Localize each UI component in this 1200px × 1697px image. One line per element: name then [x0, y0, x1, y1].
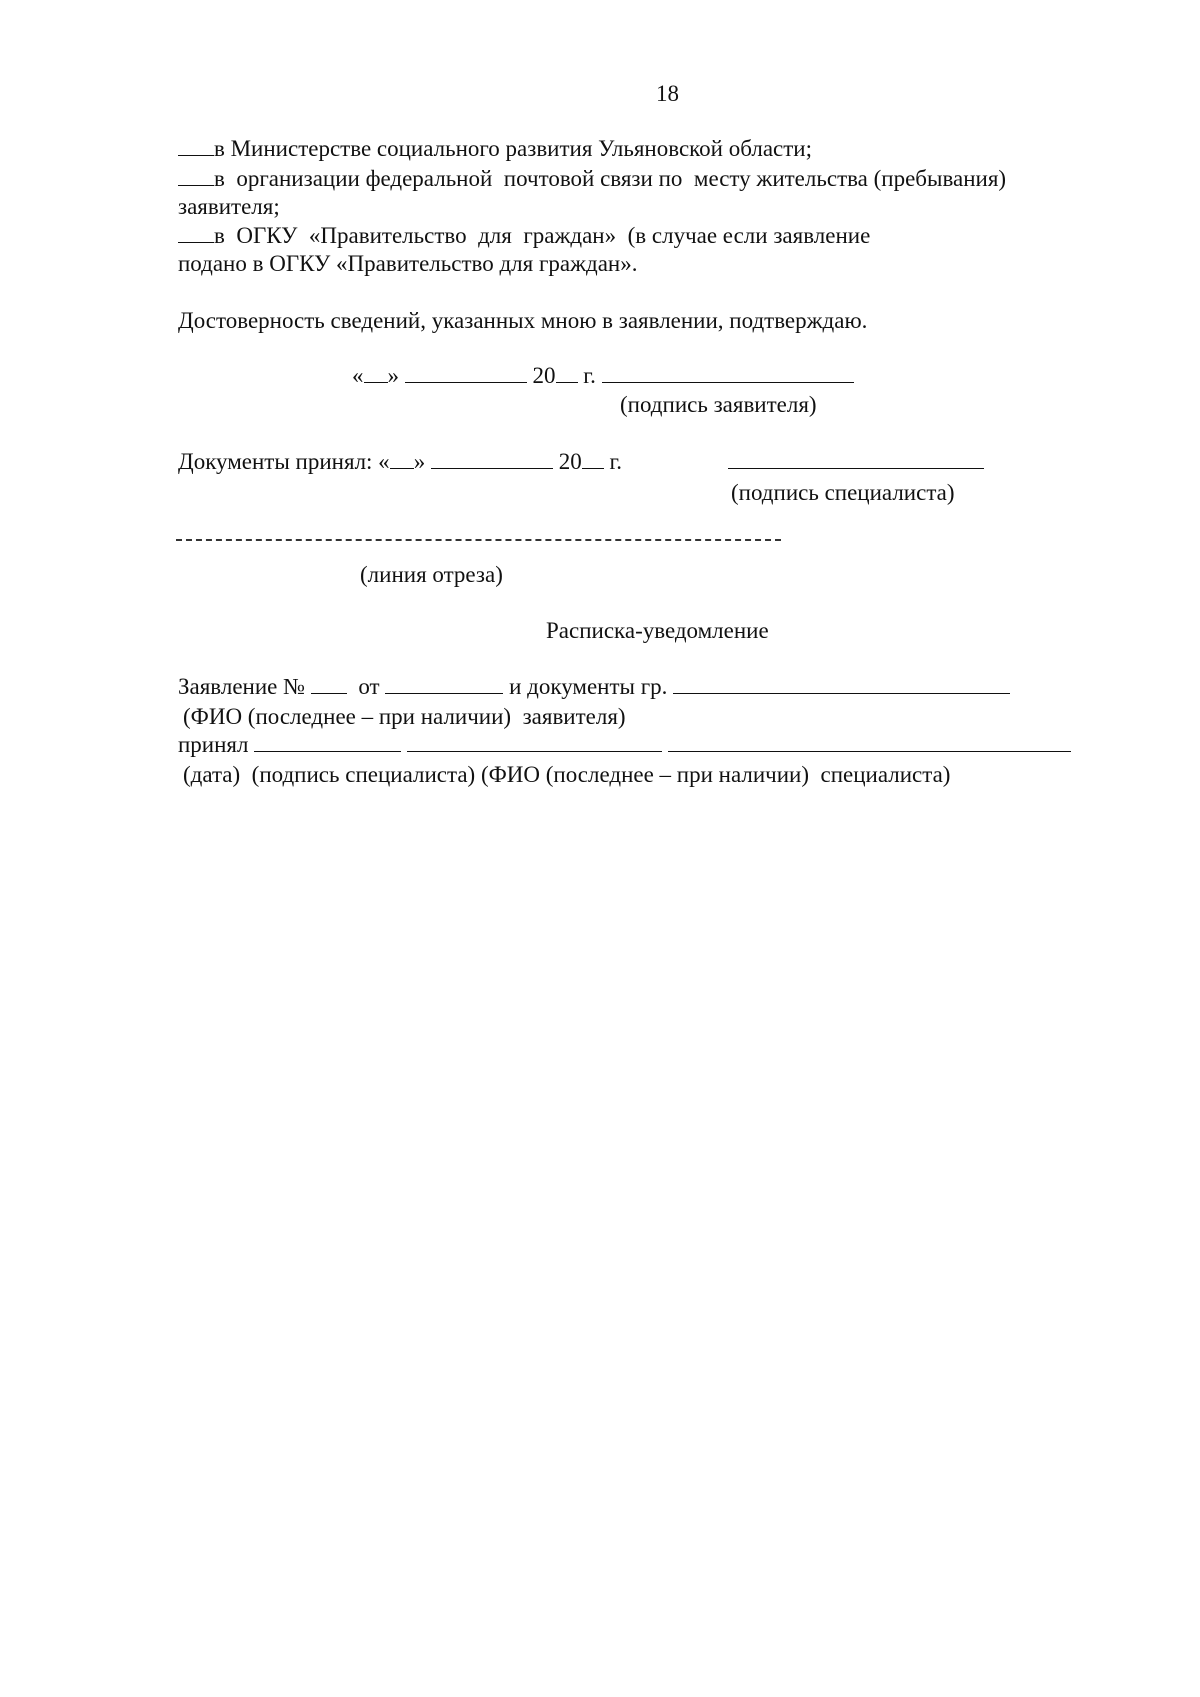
checkbox-blank [178, 165, 214, 186]
receipt-signature-blank [407, 731, 662, 752]
option-post [178, 165, 1006, 193]
accepted-label: Документы принял: « [178, 449, 390, 474]
receipt-accepted-row [178, 731, 1071, 759]
month-blank [405, 362, 527, 383]
docs-label: и документы гр. [509, 674, 668, 699]
checkbox-blank [178, 222, 214, 243]
option-post-text: в организации федеральной почтовой связи по месту жительства (пребывания) [214, 166, 1007, 191]
receipt-bottom-caption: (дата) (подпись специалиста) (ФИО (последнее – при наличии) специалиста) [183, 762, 951, 787]
year-blank [556, 362, 578, 383]
specialist-signature-blank [728, 448, 984, 469]
option-post-continued: заявителя; [178, 194, 280, 219]
page-number: 18 [656, 81, 679, 106]
receipt-title: Расписка-уведомление [546, 618, 769, 643]
applicant-name-blank [673, 673, 1010, 694]
confirmation-statement: Достоверность сведений, указанных мною в заявлении, подтверждаю. [178, 308, 868, 333]
option-ministry-text: в Министерстве социального развития Ульяновской области; [214, 136, 812, 161]
close-quote: » [387, 363, 399, 388]
applicant-signature-caption: (подпись заявителя) [620, 392, 817, 417]
open-quote: « [352, 363, 364, 388]
option-ogku [178, 222, 870, 250]
applicant-date-row [352, 362, 854, 390]
accepted-date-row [178, 448, 622, 476]
year-blank [582, 448, 604, 469]
year-prefix: 20 [558, 449, 582, 474]
day-blank [364, 362, 388, 383]
from-label: от [358, 674, 380, 699]
applicant-name-caption: (ФИО (последнее – при наличии) заявителя) [183, 704, 626, 729]
close-quote: » [413, 449, 426, 474]
specialist-signature-caption: (подпись специалиста) [731, 480, 955, 505]
receipt-date-blank [254, 731, 401, 752]
receipt-specialist-name-blank [668, 731, 1071, 752]
option-ministry [178, 135, 812, 163]
statement-label: Заявление № [178, 674, 306, 699]
statement-number-blank [311, 673, 347, 694]
day-blank [390, 448, 414, 469]
year-suffix: г. [583, 363, 596, 388]
specialist-signature-field [728, 448, 984, 476]
cut-line-caption: (линия отреза) [360, 562, 503, 587]
year-suffix: г. [609, 449, 623, 474]
cut-line [176, 539, 781, 541]
option-ogku-continued: подано в ОГКУ «Правительство для граждан». [178, 251, 638, 276]
month-blank [431, 448, 553, 469]
year-prefix: 20 [532, 363, 556, 388]
statement-date-blank [385, 673, 503, 694]
accepted-by-label: принял [178, 732, 249, 757]
applicant-signature-blank [602, 362, 854, 383]
checkbox-blank [178, 135, 214, 156]
receipt-statement-row [178, 673, 1010, 701]
option-ogku-text: в ОГКУ «Правительство для граждан» (в случае если заявление [214, 223, 871, 248]
